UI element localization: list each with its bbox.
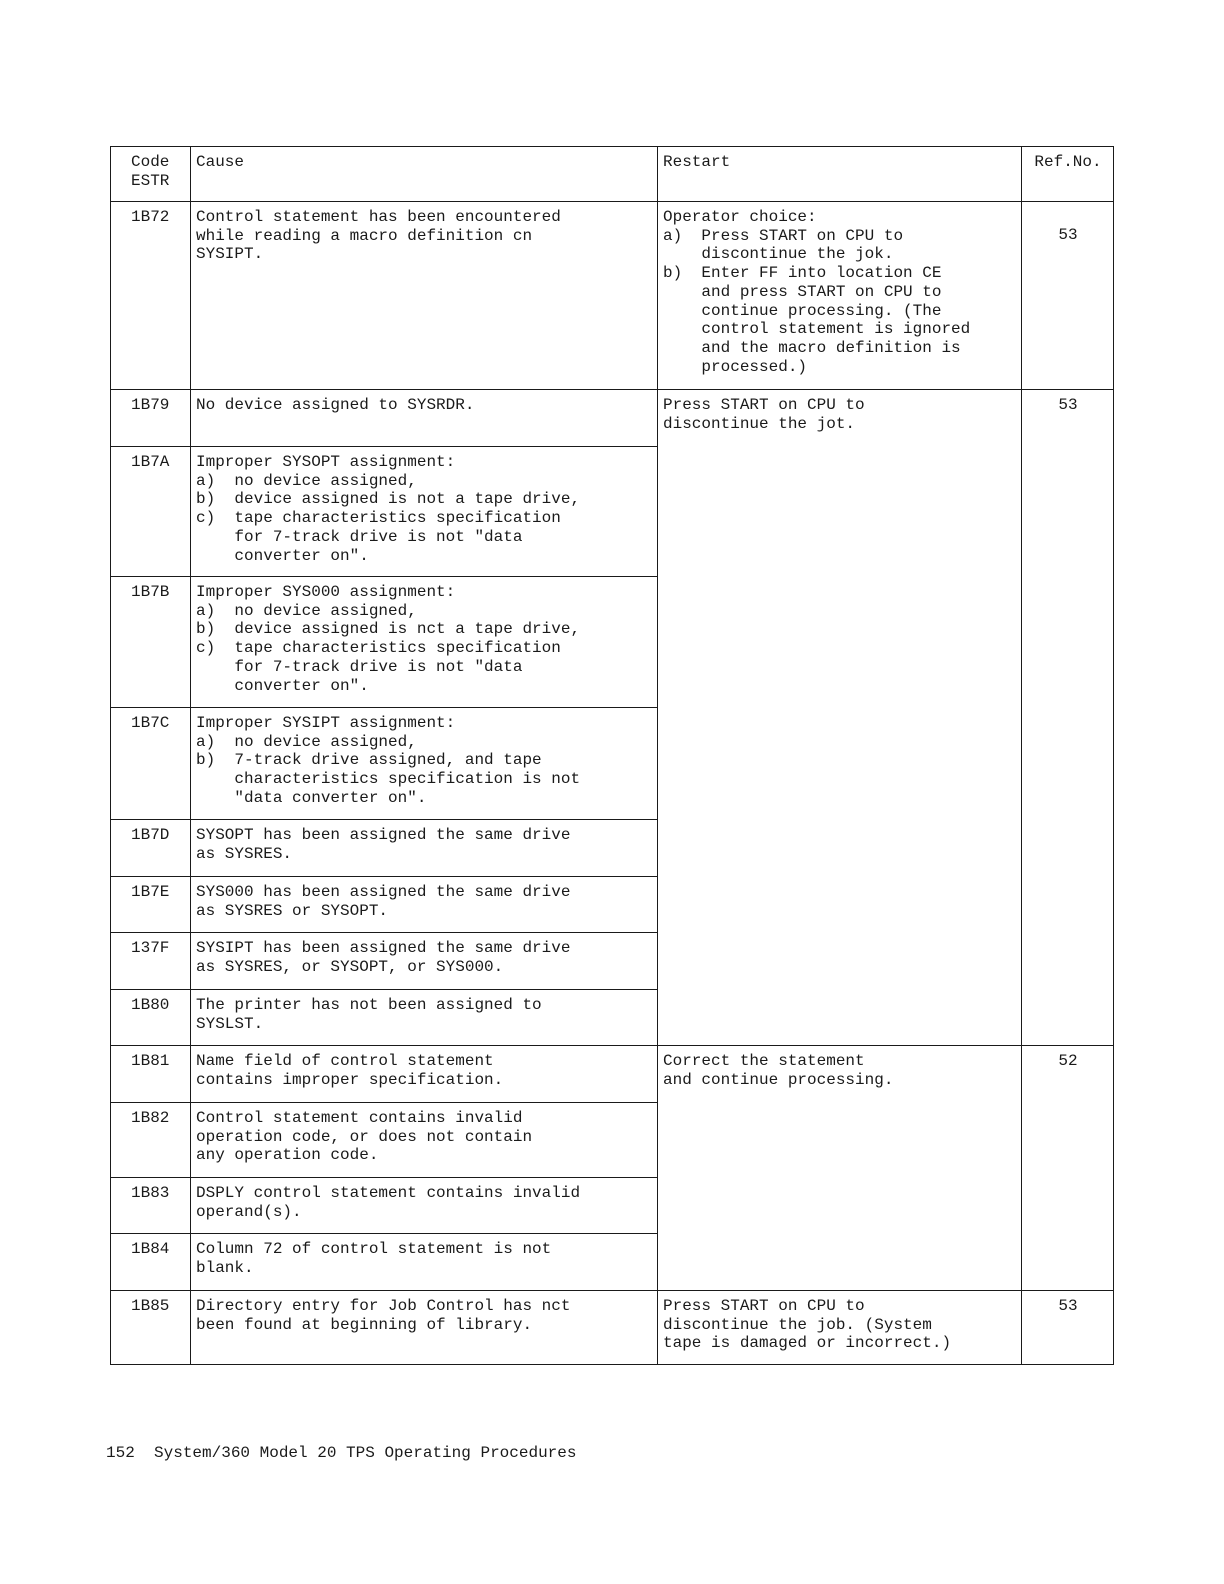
- cell-text-line: operand(s).: [196, 1202, 302, 1221]
- cell-text-line: "data converter on".: [196, 788, 427, 807]
- restart-procedure: [658, 1291, 1022, 1365]
- cell-text-line: continue processing. (The: [663, 301, 942, 320]
- restart-procedure: [658, 1046, 1022, 1291]
- cell-text-line: c) tape characteristics specification: [196, 509, 561, 528]
- cell-text-line: tape is damaged or incorrect.): [663, 1334, 952, 1353]
- error-code: 1B7A: [111, 447, 191, 577]
- cell-text-line: SYS000 has been assigned the same drive: [196, 883, 571, 901]
- cell-text-line: converter on".: [196, 546, 369, 565]
- cell-text-line: b) Enter FF into location CE: [663, 264, 942, 283]
- cell-text-line: characteristics specification is not: [196, 770, 581, 789]
- header-code: Code ESTR: [111, 147, 191, 202]
- cell-text-line: Improper SYSIPT assignment:: [196, 714, 456, 732]
- error-code: 1B7C: [111, 708, 191, 820]
- error-code: 1B85: [111, 1291, 191, 1365]
- cell-text-line: b) device assigned is nct a tape drive,: [196, 620, 581, 639]
- error-code: 1B7E: [111, 877, 191, 933]
- cell-text-line: Column 72 of control statement is not: [196, 1240, 552, 1258]
- error-cause: [191, 1178, 658, 1234]
- error-cause: [191, 877, 658, 933]
- table-header-row: [111, 147, 1114, 202]
- cell-text-line: b) 7-track drive assigned, and tape: [196, 751, 542, 770]
- page-footer: 152 System/360 Model 20 TPS Operating Procedures: [106, 1444, 577, 1462]
- restart-procedure: [658, 202, 1022, 390]
- cell-text-line: processed.): [663, 357, 808, 376]
- error-cause: [191, 390, 658, 447]
- restart-procedure: [658, 390, 1022, 1046]
- cell-text-line: converter on".: [196, 676, 369, 695]
- error-cause: [191, 577, 658, 708]
- cell-text-line: Correct the statement: [663, 1052, 865, 1070]
- header-ref: Ref.No.: [1022, 147, 1114, 202]
- ref-number: 53: [1022, 390, 1114, 1046]
- error-code: 1B82: [111, 1103, 191, 1178]
- cell-text-line: contains improper specification.: [196, 1070, 504, 1089]
- cell-text-line: blank.: [196, 1258, 254, 1277]
- error-code-table: [110, 146, 1114, 1365]
- error-code: 1B81: [111, 1046, 191, 1103]
- cell-text-line: Directory entry for Job Control has nct: [196, 1297, 571, 1315]
- header-restart: Restart: [658, 147, 1022, 202]
- cell-text-line: a) no device assigned,: [196, 601, 417, 620]
- cell-text-line: discontinue the jot.: [663, 414, 856, 433]
- error-cause: [191, 447, 658, 577]
- cell-text-line: as SYSRES.: [196, 844, 293, 863]
- table-row: [111, 390, 1114, 447]
- error-code: 1B7B: [111, 577, 191, 708]
- error-cause: [191, 1046, 658, 1103]
- cell-text-line: been found at beginning of library.: [196, 1315, 533, 1334]
- ref-number: 52: [1022, 1046, 1114, 1291]
- cell-text-line: SYSIPT.: [196, 245, 264, 264]
- cell-text-line: discontinue the job. (System: [663, 1315, 932, 1334]
- cell-text-line: a) no device assigned,: [196, 471, 417, 490]
- error-cause: [191, 1234, 658, 1291]
- ref-number: 53: [1022, 1291, 1114, 1365]
- cell-text-line: The printer has not been assigned to: [196, 996, 542, 1014]
- cell-text-line: SYSLST.: [196, 1014, 264, 1033]
- ref-number: 53: [1022, 202, 1114, 390]
- cell-text-line: control statement is ignored: [663, 320, 971, 339]
- error-code: 1B72: [111, 202, 191, 390]
- error-cause: [191, 1291, 658, 1365]
- cell-text-line: and the macro definition is: [663, 338, 961, 357]
- error-cause: [191, 933, 658, 990]
- cell-text-line: Improper SYSOPT assignment:: [196, 453, 456, 471]
- cell-text-line: No device assigned to SYSRDR.: [196, 396, 475, 414]
- header-cause: Cause: [191, 147, 658, 202]
- error-code: 137F: [111, 933, 191, 990]
- cell-text-line: as SYSRES, or SYSOPT, or SYS000.: [196, 957, 504, 976]
- error-code: 1B80: [111, 990, 191, 1046]
- cell-text-line: for 7-track drive is not "data: [196, 527, 523, 546]
- cell-text-line: Improper SYS000 assignment:: [196, 583, 456, 601]
- table-row: [111, 1046, 1114, 1103]
- cell-text-line: b) device assigned is not a tape drive,: [196, 490, 581, 509]
- cell-text-line: a) Press START on CPU to: [663, 226, 904, 245]
- error-cause: [191, 820, 658, 877]
- error-cause: [191, 990, 658, 1046]
- error-cause: [191, 708, 658, 820]
- cell-text-line: a) no device assigned,: [196, 732, 417, 751]
- table-row: [111, 1291, 1114, 1365]
- error-code: 1B79: [111, 390, 191, 447]
- cell-text-line: DSPLY control statement contains invalid: [196, 1184, 581, 1202]
- table-row: [111, 202, 1114, 390]
- cell-text-line: as SYSRES or SYSOPT.: [196, 901, 389, 920]
- cell-text-line: while reading a macro definition cn: [196, 226, 533, 245]
- cell-text-line: Press START on CPU to: [663, 1297, 865, 1315]
- table-body: [111, 202, 1114, 1365]
- cell-text-line: any operation code.: [196, 1146, 379, 1165]
- error-code: 1B7D: [111, 820, 191, 877]
- cell-text-line: c) tape characteristics specification: [196, 639, 561, 658]
- cell-text-line: Control statement contains invalid: [196, 1109, 523, 1127]
- cell-text-line: operation code, or does not contain: [196, 1127, 533, 1146]
- cell-text-line: Operator choice:: [663, 208, 817, 226]
- cell-text-line: Control statement has been encountered: [196, 208, 561, 226]
- error-code: 1B83: [111, 1178, 191, 1234]
- cell-text-line: for 7-track drive is not "data: [196, 657, 523, 676]
- error-code: 1B84: [111, 1234, 191, 1291]
- cell-text-line: discontinue the jok.: [663, 245, 894, 264]
- cell-text-line: Name field of control statement: [196, 1052, 494, 1070]
- cell-text-line: SYSIPT has been assigned the same drive: [196, 939, 571, 957]
- cell-text-line: and continue processing.: [663, 1070, 894, 1089]
- cell-text-line: and press START on CPU to: [663, 282, 942, 301]
- error-cause: [191, 1103, 658, 1178]
- cell-text-line: Press START on CPU to: [663, 396, 865, 414]
- error-cause: [191, 202, 658, 390]
- cell-text-line: SYSOPT has been assigned the same drive: [196, 826, 571, 844]
